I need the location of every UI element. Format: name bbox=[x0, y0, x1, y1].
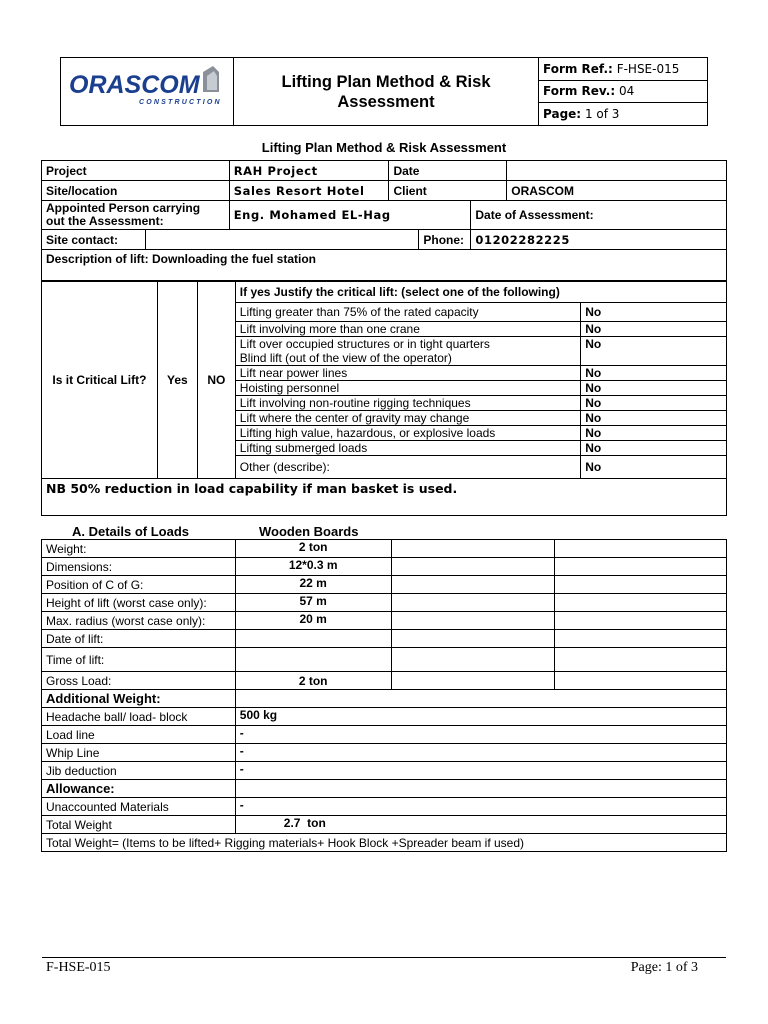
justify-heading: If yes Justify the critical lift: (select one of the following) bbox=[235, 282, 726, 303]
load-label: Weight: bbox=[42, 540, 236, 558]
site-label: Site/location bbox=[42, 181, 230, 201]
orascom-logo-icon bbox=[61, 58, 233, 122]
critical-item-label: Lifting submerged loads bbox=[235, 441, 580, 456]
loads-item-name: Wooden Boards bbox=[259, 524, 359, 539]
man-basket-note: NB 50% reduction in load capability if man basket is used. bbox=[42, 479, 727, 516]
additional-label: Whip Line bbox=[42, 744, 236, 762]
project-info-table bbox=[41, 160, 727, 281]
total-weight-note: Total Weight= (Items to be lifted+ Rigging materials+ Hook Block +Spreader beam if used) bbox=[42, 834, 727, 852]
critical-item-value: No bbox=[581, 337, 727, 366]
additional-label: Jib deduction bbox=[42, 762, 236, 780]
lift-description: Description of lift: Downloading the fuel station bbox=[42, 250, 727, 281]
contact-label: Site contact: bbox=[42, 230, 146, 250]
load-label: Max. radius (worst case only): bbox=[42, 612, 236, 630]
load-label: Date of lift: bbox=[42, 630, 236, 648]
site-value: Sales Resort Hotel bbox=[229, 181, 389, 201]
critical-item-value: No bbox=[581, 441, 727, 456]
additional-label: Headache ball/ load- block bbox=[42, 708, 236, 726]
form-page: Page: 1 of 3 bbox=[539, 103, 708, 126]
critical-item-label: Lift involving more than one crane bbox=[235, 322, 580, 337]
client-label: Client bbox=[389, 181, 507, 201]
critical-yes: Yes bbox=[157, 282, 197, 479]
critical-item-value: No bbox=[581, 381, 727, 396]
critical-question: Is it Critical Lift? bbox=[42, 282, 158, 479]
critical-item-label: Hoisting personnel bbox=[235, 381, 580, 396]
load-label: Gross Load: bbox=[42, 672, 236, 690]
unaccounted-value: - bbox=[235, 798, 726, 816]
logo-subtext: CONSTRUCTION bbox=[139, 99, 222, 106]
client-value: ORASCOM bbox=[507, 181, 727, 201]
critical-item-label: Lift where the center of gravity may change bbox=[235, 411, 580, 426]
additional-value: - bbox=[235, 744, 726, 762]
load-value bbox=[235, 648, 391, 672]
phone-value: 01202282225 bbox=[471, 230, 727, 250]
allowance-heading: Allowance: bbox=[42, 780, 236, 798]
form-ref: Form Ref.: F-HSE-015 bbox=[539, 58, 708, 81]
footer-divider bbox=[42, 957, 726, 958]
critical-item-value: No bbox=[581, 411, 727, 426]
critical-item-value: No bbox=[581, 322, 727, 337]
critical-item-label: Lift involving non-routine rigging techniques bbox=[235, 396, 580, 411]
load-value: 57 m bbox=[235, 594, 391, 612]
critical-item-label: Lifting high value, hazardous, or explosive loads bbox=[235, 426, 580, 441]
critical-item-label: Lift over occupied structures or in tight quarters Blind lift (out of the view of the operator) bbox=[235, 337, 580, 366]
date-value bbox=[507, 161, 727, 181]
additional-value: - bbox=[235, 762, 726, 780]
load-value: 20 m bbox=[235, 612, 391, 630]
load-value: 2 ton bbox=[235, 540, 391, 558]
phone-label: Phone: bbox=[419, 230, 471, 250]
contact-value bbox=[145, 230, 418, 250]
critical-item-label: Lift near power lines bbox=[235, 366, 580, 381]
appointed-label: Appointed Person carrying out the Assessment: bbox=[42, 201, 230, 230]
form-title: Lifting Plan Method & Risk Assessment bbox=[234, 58, 539, 126]
footer-form-code: F-HSE-015 bbox=[46, 960, 111, 975]
critical-item-value: No bbox=[581, 396, 727, 411]
form-header bbox=[60, 57, 708, 126]
critical-item-label: Lifting greater than 75% of the rated capacity bbox=[235, 303, 580, 322]
date-label: Date bbox=[389, 161, 507, 181]
load-value bbox=[235, 630, 391, 648]
assessment-date-label: Date of Assessment: bbox=[471, 201, 727, 230]
critical-item-value: No bbox=[581, 456, 727, 479]
logo-cell bbox=[61, 58, 234, 126]
project-value: RAH Project bbox=[229, 161, 389, 181]
additional-value: - bbox=[235, 726, 726, 744]
load-value: 12*0.3 m bbox=[235, 558, 391, 576]
appointed-value: Eng. Mohamed EL-Hag bbox=[229, 201, 471, 230]
loads-table bbox=[41, 539, 727, 852]
critical-item-value: No bbox=[581, 426, 727, 441]
total-weight-value: 2.7 ton bbox=[235, 816, 726, 834]
additional-weight-heading: Additional Weight: bbox=[42, 690, 236, 708]
unaccounted-label: Unaccounted Materials bbox=[42, 798, 236, 816]
footer-page-number: Page: 1 of 3 bbox=[630, 960, 698, 975]
additional-label: Load line bbox=[42, 726, 236, 744]
document-subtitle: Lifting Plan Method & Risk Assessment bbox=[261, 140, 507, 155]
additional-value: 500 kg bbox=[235, 708, 726, 726]
critical-item-label: Other (describe): bbox=[235, 456, 580, 479]
load-label: Dimensions: bbox=[42, 558, 236, 576]
project-label: Project bbox=[42, 161, 230, 181]
critical-item-value: No bbox=[581, 303, 727, 322]
form-rev: Form Rev.: 04 bbox=[539, 80, 708, 103]
loads-section-title: A. Details of Loads bbox=[72, 524, 190, 539]
load-label: Height of lift (worst case only): bbox=[42, 594, 236, 612]
load-label: Time of lift: bbox=[42, 648, 236, 672]
logo-text: ORASCOM bbox=[69, 71, 200, 99]
total-weight-label: Total Weight bbox=[42, 816, 236, 834]
load-label: Position of C of G: bbox=[42, 576, 236, 594]
critical-lift-table bbox=[41, 281, 727, 516]
critical-no: NO bbox=[197, 282, 235, 479]
critical-item-value: No bbox=[581, 366, 727, 381]
load-value: 2 ton bbox=[235, 672, 391, 690]
load-value: 22 m bbox=[235, 576, 391, 594]
